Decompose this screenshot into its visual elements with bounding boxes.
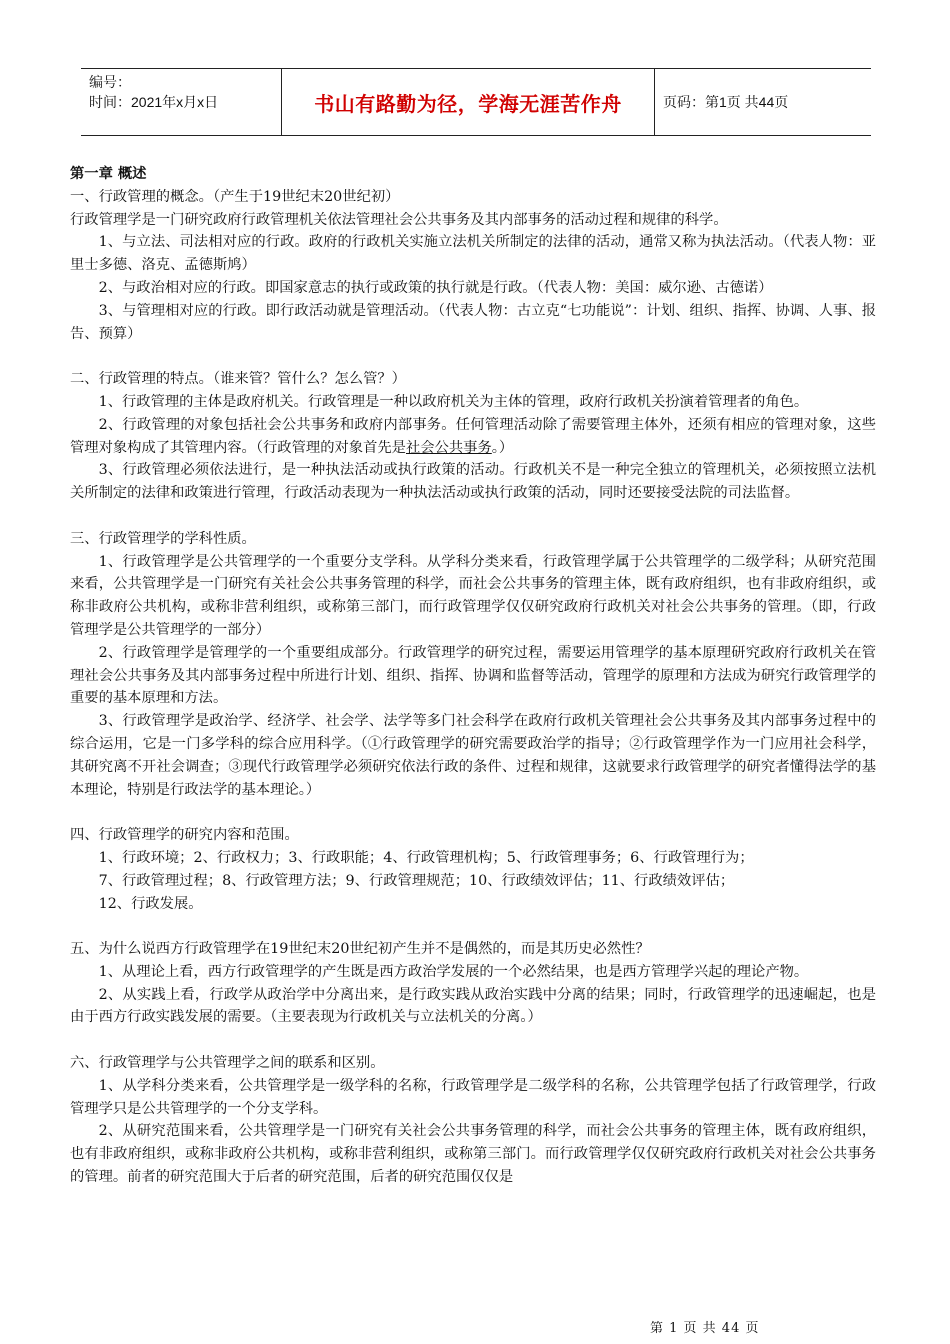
header-meta	[81, 69, 281, 135]
paragraph: 1、从学科分类来看，公共管理学是一级学科的名称，行政管理学是二级学科的名称，公共管理学包括了行政管理学，行政管理学只是公共管理学的一个分支学科。	[70, 1077, 876, 1117]
underlined-term: 社会公共事务	[405, 439, 492, 456]
section-5-title: 五、为什么说西方行政管理学在19世纪末20世纪初产生并不是偶然的，而是其历史必然性？	[70, 941, 650, 958]
paragraph: 1、从理论上看，西方行政管理学的产生既是西方政治学发展的一个必然结果，也是西方管理学兴起的理论产物。	[98, 963, 809, 980]
list-line: 7、行政管理过程；8、行政管理方法；9、行政管理规范；10、行政绩效评估；11、行政绩效评估；	[98, 872, 735, 889]
paragraph: 2、行政管理学是管理学的一个重要组成部分。行政管理学的研究过程，需要运用管理学的基本原理研究政府行政机关在管理社会公共事务及其内部事务过程中所进行计划、组织、指挥、协调和监督等活动，管理学的原理和方法成为研究行政管理学的重要的基本原理和方法。	[70, 644, 876, 707]
header-motto: 书山有路勤为径，学海无涯苦作舟	[281, 69, 655, 135]
number-label: 编号：	[89, 74, 131, 90]
paragraph: 2、与政治相对应的行政。即国家意志的执行或政策的执行就是行政。（代表人物：美国：威尔逊、古德诺）	[98, 279, 773, 296]
section-1-title: 一、行政管理的概念。（产生于19世纪末20世纪初）	[70, 188, 400, 205]
list-line: 1、行政环境；2、行政权力；3、行政职能；4、行政管理机构；5、行政管理事务；6、行政管理行为；	[98, 849, 754, 866]
paragraph: 1、行政管理学是公共管理学的一个重要分支学科。从学科分类来看，行政管理学属于公共管理学的二级学科；从研究范围来看，公共管理学是一门研究有关社会公共事务管理的科学，而社会公共事务的管理主体，既有政府组织，也有非政府组织，或称非政府公共机构，或称非营利组织，或称第三部门，而行政管理学仅仅研究政府行政机关对社会公共事务的管理。（即，行政管理学是公共管理学的一部分）	[70, 553, 876, 638]
paragraph: 3、行政管理学是政治学、经济学、社会学、法学等多门社会科学在政府行政机关管理社会公共事务及其内部事务过程中的综合运用，它是一门多学科的综合应用科学。（①行政管理学的研究需要政治学的指导；②行政管理学作为一门应用社会科学，其研究离不开社会调查；③现代行政管理学必须研究依法行政的条件、过程和规律，这就要求行政管理学的研究者懂得法学的基本理论，特别是行政法学的基本理论。）	[70, 713, 876, 798]
paragraph: 3、与管理相对应的行政。即行政活动就是管理活动。（代表人物：古立克“七功能说”：计划、组织、指挥、协调、人事、报告、预算）	[70, 302, 876, 342]
document-body	[70, 163, 876, 1189]
chapter-title: 第一章 概述	[70, 166, 147, 182]
section-6-title: 六、行政管理学与公共管理学之间的联系和区别。	[70, 1055, 385, 1072]
section-4-title: 四、行政管理学的研究内容和范围。	[70, 827, 299, 844]
paragraph: 1、行政管理的主体是政府机关。行政管理是一种以政府机关为主体的管理，政府行政机关扮演着管理者的角色。	[98, 393, 809, 410]
paragraph: 3、行政管理必须依法进行，是一种执法活动或执行政策的活动。行政机关不是一种完全独立的管理机关，必须按照立法机关所制定的法律和政策进行管理，行政活动表现为一种执法活动或执行政策的活动，同时还要接受法院的司法监督。	[70, 462, 876, 502]
paragraph: 2、从实践上看，行政学从政治学中分离出来，是行政实践从政治实践中分离的结果；同时，行政管理学的迅速崛起，也是由于西方行政实践发展的需要。（主要表现为行政机关与立法机关的分离。）	[70, 986, 876, 1026]
list-line: 12、行政发展。	[98, 895, 203, 912]
paragraph: 2、从研究范围来看，公共管理学是一门研究有关社会公共事务管理的科学，而社会公共事务的管理主体，既有政府组织，也有非政府组织，或称非政府公共机构，或称非营利组织，或称第三部门。而行政管理学仅仅研究政府行政机关对社会公共事务的管理。前者的研究范围大于后者的研究范围，后者的研究范围仅仅是	[70, 1123, 876, 1186]
page-footer: 第 1 页 共 44 页	[650, 1321, 760, 1336]
section-3-title: 三、行政管理学的学科性质。	[70, 530, 256, 547]
paragraph: 2、行政管理的对象包括社会公共事务和政府内部事务。任何管理活动除了需要管理主体外，还须有相应的管理对象，这些管理对象构成了其管理内容。（行政管理的对象首先是社会公共事务。）	[70, 416, 876, 456]
document-header	[81, 68, 871, 136]
section-1-definition: 行政管理学是一门研究政府行政管理机关依法管理社会公共事务及其内部事务的活动过程和规律的科学。	[70, 211, 728, 228]
section-2-title: 二、行政管理的特点。（谁来管？管什么？怎么管？）	[70, 371, 406, 388]
header-page-info: 页码：第1页 共44页	[663, 94, 789, 110]
paragraph: 1、与立法、司法相对应的行政。政府的行政机关实施立法机关所制定的法律的活动，通常又称为执法活动。（代表人物：亚里士多德、洛克、孟德斯鸠）	[70, 234, 876, 274]
time-label: 时间：2021年x月x日	[89, 94, 219, 110]
